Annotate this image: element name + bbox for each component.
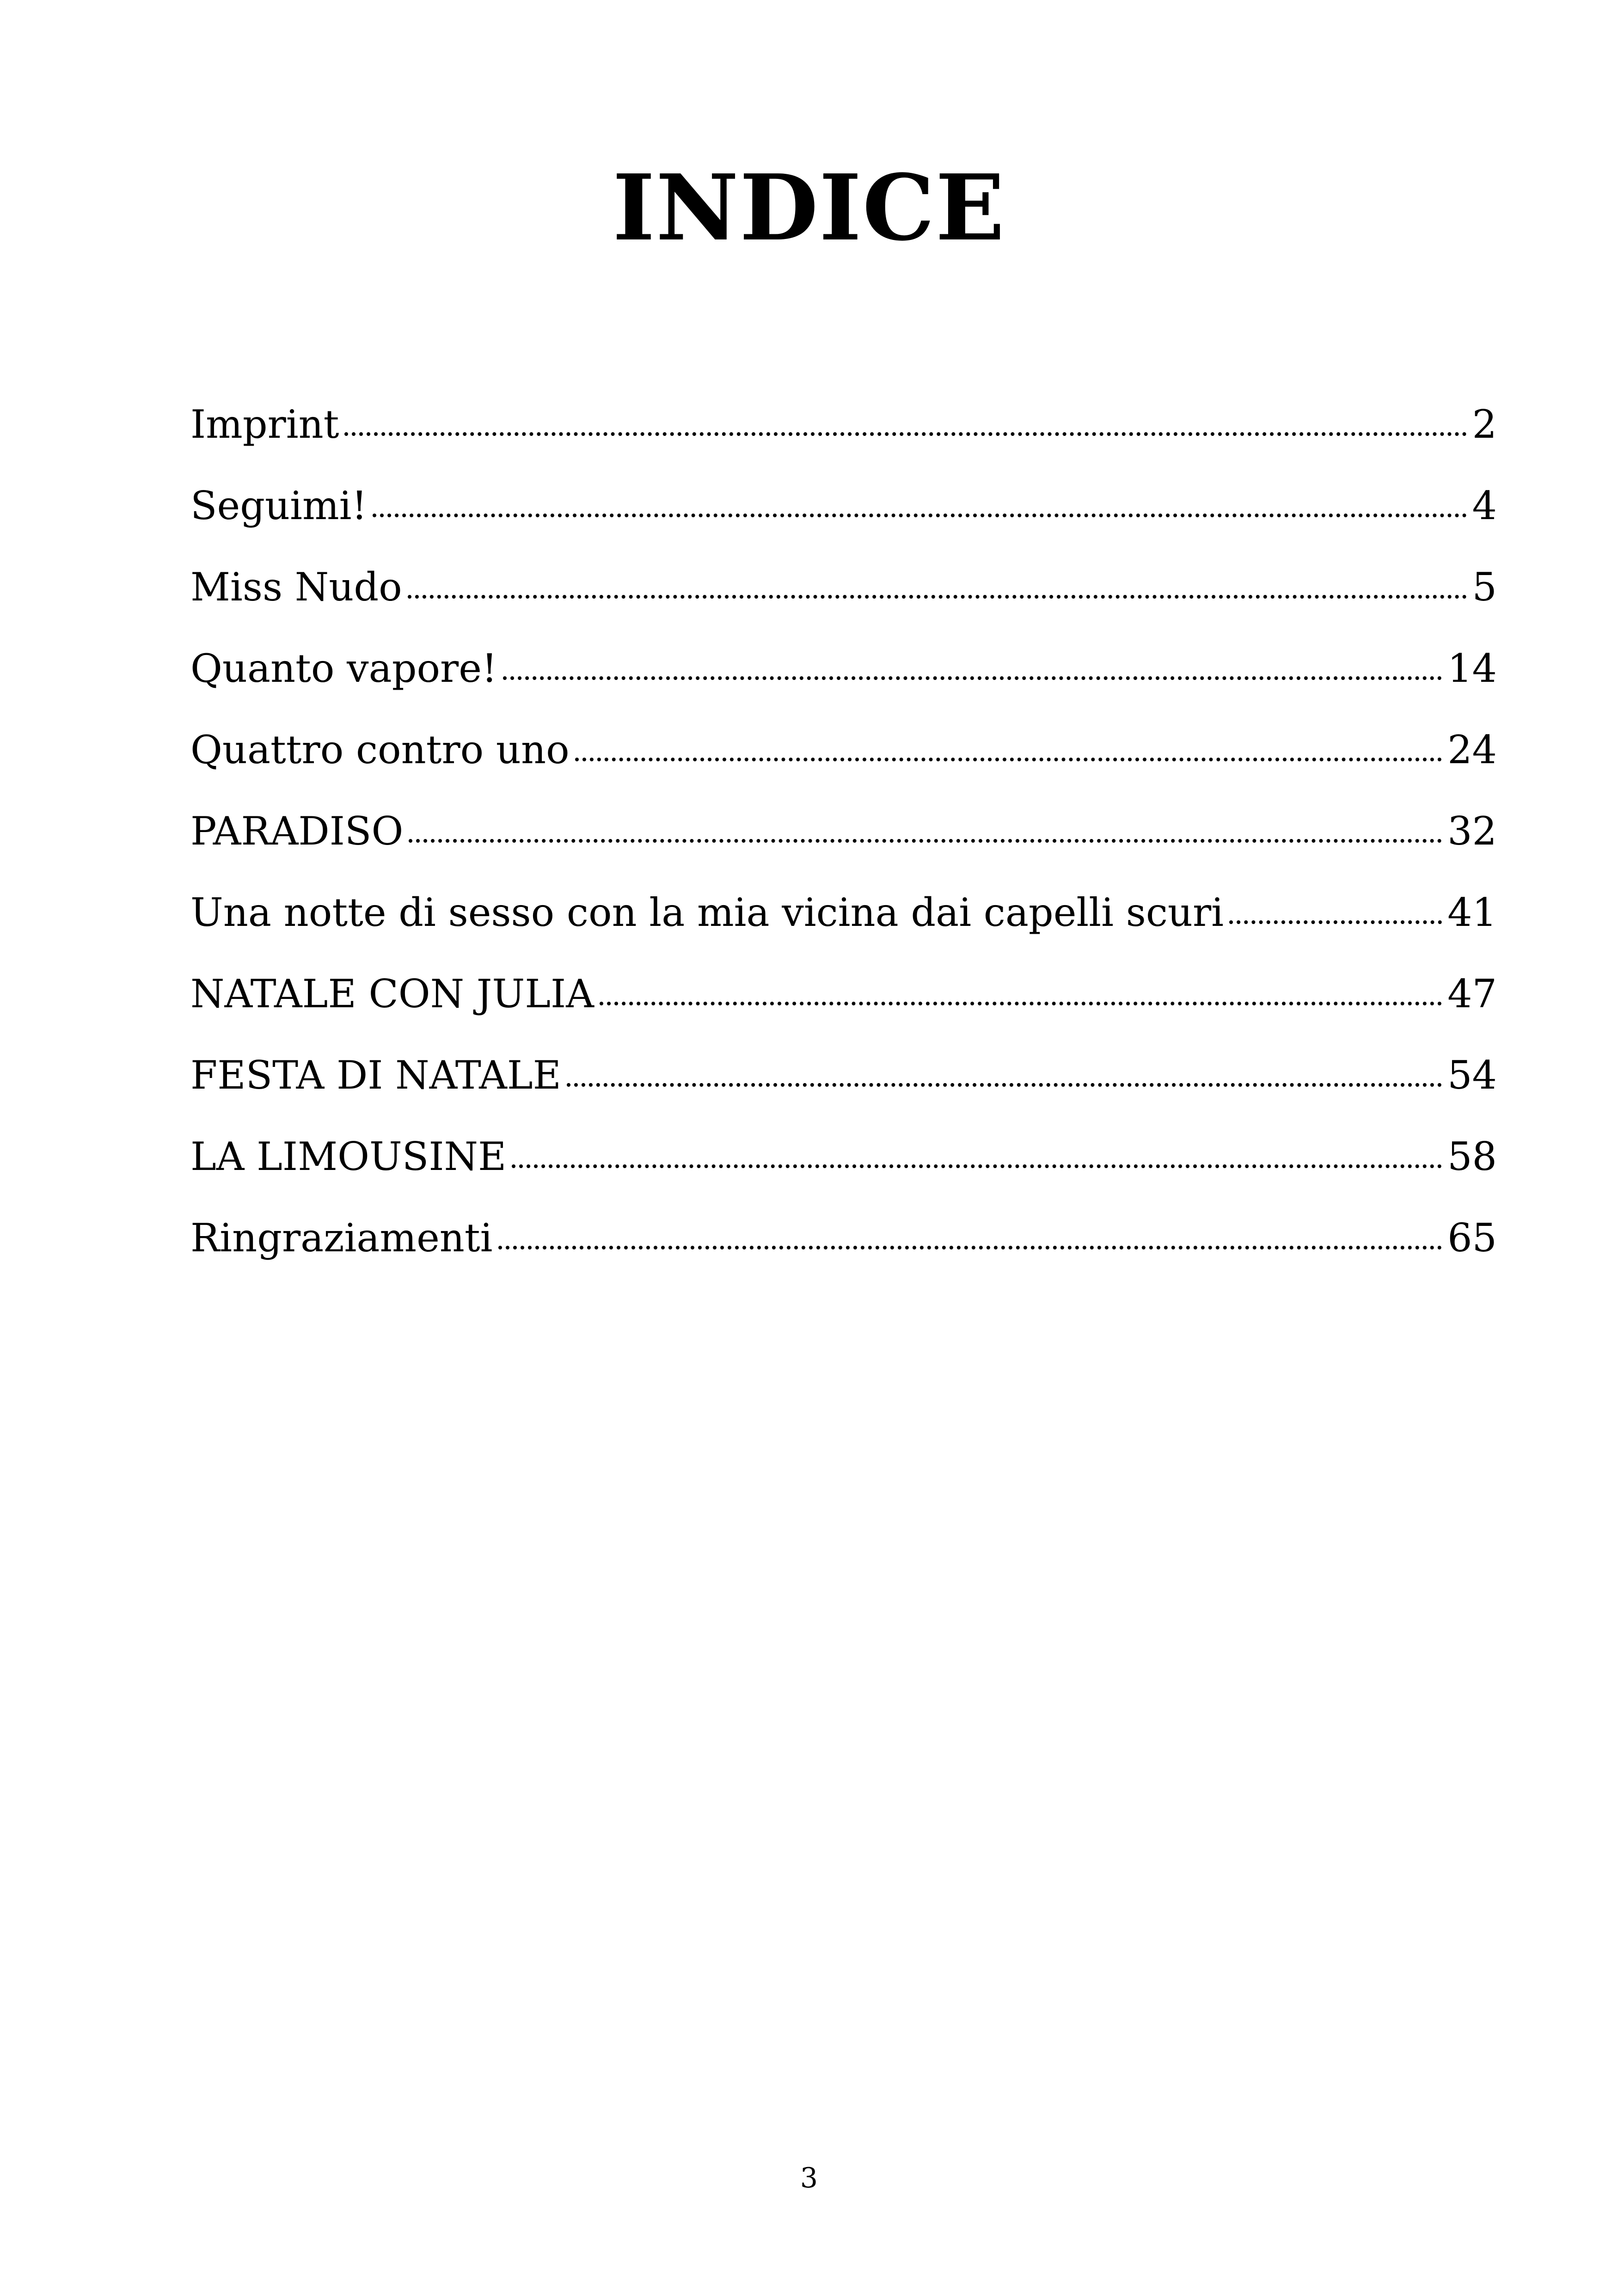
toc-entry-label: Imprint <box>190 402 339 447</box>
toc-entry-imprint[interactable] <box>190 384 1497 465</box>
toc-entry-page: 54 <box>1447 1053 1497 1098</box>
toc-entry-seguimi[interactable] <box>190 465 1497 546</box>
dot-leader <box>408 586 1467 599</box>
toc-entry-page: 65 <box>1447 1215 1497 1261</box>
toc-entry-label: FESTA DI NATALE <box>190 1053 561 1098</box>
dot-leader <box>1229 911 1442 924</box>
toc-entry-label: Miss Nudo <box>190 564 402 610</box>
toc-entry-quanto-vapore[interactable] <box>190 628 1497 709</box>
toc-entry-page: 4 <box>1472 483 1497 528</box>
toc-entry-una-notte[interactable] <box>190 872 1497 953</box>
dot-leader <box>498 1237 1442 1249</box>
toc-entry-label: Ringraziamenti <box>190 1215 493 1261</box>
dot-leader <box>575 748 1442 761</box>
toc-entry-page: 32 <box>1447 808 1497 854</box>
toc-entry-page: 14 <box>1447 646 1497 691</box>
toc-entry-quattro-contro-uno[interactable] <box>190 709 1497 790</box>
dot-leader <box>373 504 1466 517</box>
dot-leader <box>409 830 1442 843</box>
dot-leader <box>600 992 1442 1005</box>
toc-entry-label: PARADISO <box>190 808 404 854</box>
toc-entry-ringraziamenti[interactable] <box>190 1197 1497 1279</box>
toc-entry-page: 47 <box>1447 971 1497 1016</box>
toc-entry-page: 2 <box>1472 402 1497 447</box>
toc-entry-miss-nudo[interactable] <box>190 546 1497 628</box>
dot-leader <box>567 1074 1442 1087</box>
toc-entry-label: Quanto vapore! <box>190 646 497 691</box>
toc-entry-page: 41 <box>1447 890 1497 935</box>
table-of-contents <box>190 384 1497 1279</box>
toc-entry-label: Una notte di sesso con la mia vicina dai capelli scuri <box>190 890 1224 935</box>
toc-entry-page: 24 <box>1447 727 1497 772</box>
toc-entry-label: Quattro contro uno <box>190 727 570 772</box>
toc-entry-festa-di-natale[interactable] <box>190 1035 1497 1116</box>
dot-leader <box>344 423 1466 436</box>
toc-entry-label: Seguimi! <box>190 483 368 528</box>
dot-leader <box>503 667 1442 680</box>
toc-entry-label: NATALE CON JULIA <box>190 971 594 1016</box>
dot-leader <box>512 1155 1442 1168</box>
toc-entry-label: LA LIMOUSINE <box>190 1134 507 1179</box>
page-number: 3 <box>800 2162 818 2194</box>
toc-entry-page: 58 <box>1447 1134 1497 1179</box>
toc-entry-page: 5 <box>1472 564 1497 610</box>
toc-entry-la-limousine[interactable] <box>190 1116 1497 1197</box>
page-title: INDICE <box>613 155 1005 261</box>
toc-entry-paradiso[interactable] <box>190 790 1497 872</box>
toc-entry-natale-con-julia[interactable] <box>190 953 1497 1035</box>
